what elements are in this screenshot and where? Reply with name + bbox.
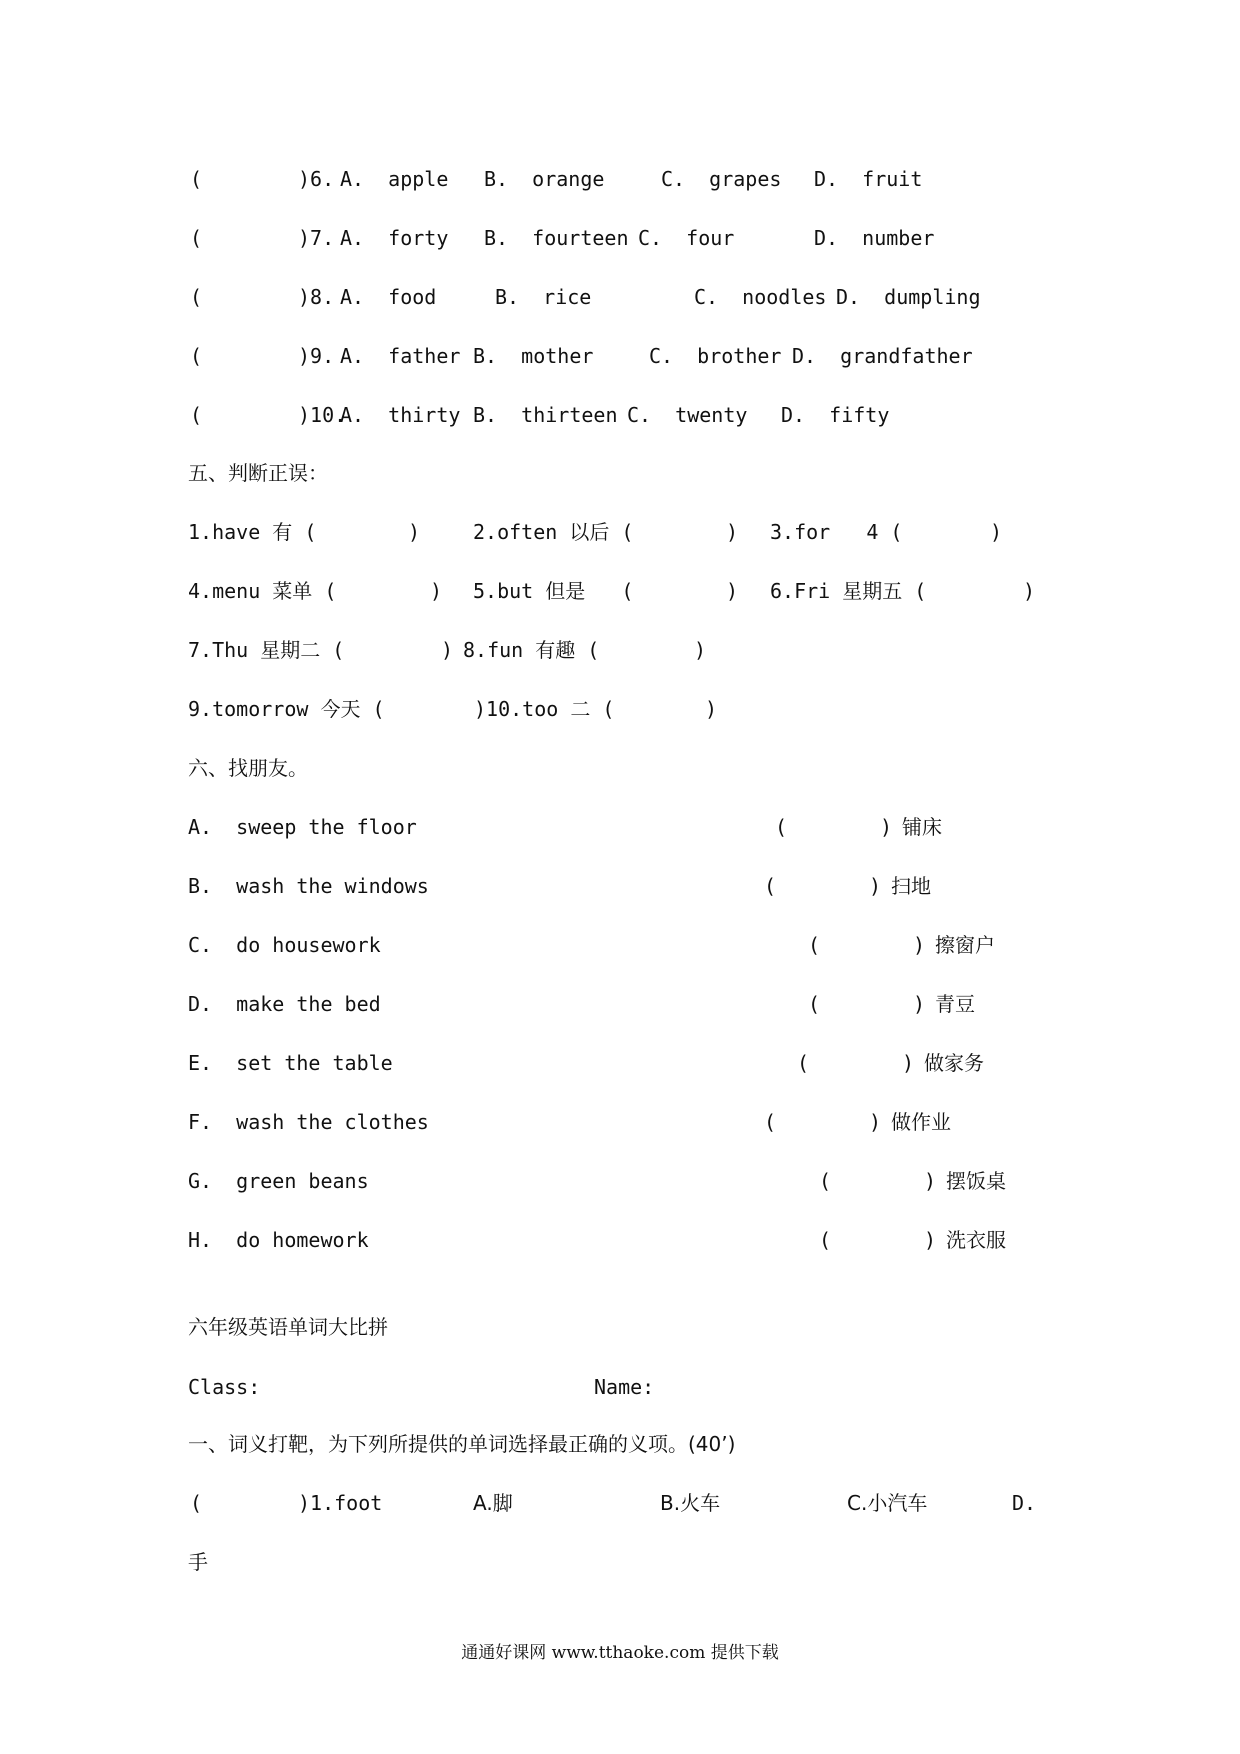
option-c: C. grapes bbox=[661, 167, 782, 191]
option-b: B.火车 bbox=[660, 1491, 721, 1515]
option-a: A. thirty bbox=[340, 403, 461, 427]
tf-close-10: ) bbox=[705, 697, 718, 721]
match-left-c: C. do housework bbox=[188, 933, 381, 957]
option-c: C.小汽车 bbox=[847, 1491, 928, 1515]
match-paren-open: ( bbox=[819, 1169, 832, 1193]
match-paren-close: ) bbox=[869, 874, 882, 898]
question-number: )9. bbox=[298, 344, 335, 368]
match-paren-open: ( bbox=[808, 933, 821, 957]
answer-paren: ( bbox=[190, 1491, 203, 1515]
match-right-5: 做家务 bbox=[924, 1051, 984, 1075]
match-left-a: A. sweep the floor bbox=[188, 815, 417, 839]
option-b: B. mother bbox=[473, 344, 594, 368]
option-a: A. food bbox=[340, 285, 437, 309]
match-right-4: 青豆 bbox=[935, 992, 975, 1016]
match-right-7: 摆饭桌 bbox=[946, 1169, 1006, 1193]
option-c: C. twenty bbox=[627, 403, 748, 427]
name-label: Name: bbox=[594, 1375, 655, 1399]
match-paren-close: ) bbox=[913, 933, 926, 957]
option-a: A. father bbox=[340, 344, 461, 368]
tf-close-7: ) bbox=[441, 638, 454, 662]
test-title: 六年级英语单词大比拼 bbox=[188, 1315, 388, 1339]
answer-paren: ( bbox=[190, 167, 203, 191]
question-number: )6. bbox=[298, 167, 335, 191]
match-paren-close: ) bbox=[880, 815, 893, 839]
section-heading: 五、判断正误： bbox=[188, 461, 328, 485]
section-heading: 六、找朋友。 bbox=[188, 756, 308, 780]
match-right-3: 擦窗户 bbox=[935, 933, 995, 957]
tf-close-1: ) bbox=[408, 520, 421, 544]
option-c: C. noodles bbox=[694, 285, 827, 309]
tf-close-8: ) bbox=[694, 638, 707, 662]
match-right-1: 铺床 bbox=[902, 815, 942, 839]
answer-paren: ( bbox=[190, 403, 203, 427]
tf-close-4: ) bbox=[430, 579, 443, 603]
match-paren-close: ) bbox=[902, 1051, 915, 1075]
match-right-2: 扫地 bbox=[891, 874, 931, 898]
match-left-e: E. set the table bbox=[188, 1051, 393, 1075]
class-label: Class: bbox=[188, 1375, 261, 1399]
question-word: )1.foot bbox=[298, 1491, 383, 1515]
tf-item-10: )10.too 二 ( bbox=[474, 697, 615, 721]
match-left-g: G. green beans bbox=[188, 1169, 369, 1193]
option-c: C. four bbox=[638, 226, 735, 250]
tf-item-8: 8.fun 有趣 ( bbox=[463, 638, 600, 662]
option-d: D. number bbox=[814, 226, 935, 250]
tf-item-6: 6.Fri 星期五 ( bbox=[770, 579, 927, 603]
match-left-d: D. make the bed bbox=[188, 992, 381, 1016]
match-right-6: 做作业 bbox=[891, 1110, 951, 1134]
answer-paren: ( bbox=[190, 226, 203, 250]
option-a: A.脚 bbox=[473, 1491, 513, 1515]
tf-item-2: 2.often 以后 ( bbox=[473, 520, 634, 544]
match-right-8: 洗衣服 bbox=[946, 1228, 1006, 1252]
match-paren-open: ( bbox=[764, 874, 777, 898]
tf-item-3: 3.for 4 ( bbox=[770, 520, 903, 544]
tf-item-1: 1.have 有 ( bbox=[188, 520, 317, 544]
option-a: A. apple bbox=[340, 167, 449, 191]
match-paren-close: ) bbox=[924, 1228, 937, 1252]
option-d: D. fifty bbox=[781, 403, 890, 427]
answer-paren: ( bbox=[190, 344, 203, 368]
option-b: B. fourteen bbox=[484, 226, 629, 250]
match-paren-close: ) bbox=[924, 1169, 937, 1193]
match-paren-close: ) bbox=[913, 992, 926, 1016]
tf-item-4: 4.menu 菜单 ( bbox=[188, 579, 337, 603]
option-d: D. bbox=[1012, 1491, 1037, 1515]
answer-paren: ( bbox=[190, 285, 203, 309]
match-paren-open: ( bbox=[775, 815, 788, 839]
section-heading: 一、词义打靶，为下列所提供的单词选择最正确的义项。(40’) bbox=[188, 1432, 736, 1456]
question-number: )7. bbox=[298, 226, 335, 250]
tf-close-6: ) bbox=[1023, 579, 1036, 603]
tf-close-3: ) bbox=[990, 520, 1003, 544]
tf-item-5: 5.but 但是 ( bbox=[473, 579, 634, 603]
match-paren-open: ( bbox=[819, 1228, 832, 1252]
match-paren-close: ) bbox=[869, 1110, 882, 1134]
option-d: D. fruit bbox=[814, 167, 923, 191]
option-b: B. orange bbox=[484, 167, 605, 191]
match-paren-open: ( bbox=[808, 992, 821, 1016]
tf-close-5: ) bbox=[726, 579, 739, 603]
match-left-h: H. do homework bbox=[188, 1228, 369, 1252]
tf-item-7: 7.Thu 星期二 ( bbox=[188, 638, 345, 662]
match-left-f: F. wash the clothes bbox=[188, 1110, 429, 1134]
option-d: D. dumpling bbox=[836, 285, 981, 309]
match-paren-open: ( bbox=[764, 1110, 777, 1134]
tf-close-2: ) bbox=[726, 520, 739, 544]
question-number: )8. bbox=[298, 285, 335, 309]
option-d: D. grandfather bbox=[792, 344, 973, 368]
question-number: )10. bbox=[298, 403, 347, 427]
option-b: B. rice bbox=[495, 285, 592, 309]
tf-item-9: 9.tomorrow 今天 ( bbox=[188, 697, 385, 721]
option-a: A. forty bbox=[340, 226, 449, 250]
match-paren-open: ( bbox=[797, 1051, 810, 1075]
match-left-b: B. wash the windows bbox=[188, 874, 429, 898]
option-d-text: 手 bbox=[188, 1550, 208, 1574]
page-footer: 通通好课网 www.tthaoke.com 提供下载 bbox=[461, 1643, 779, 1663]
option-c: C. brother bbox=[649, 344, 782, 368]
option-b: B. thirteen bbox=[473, 403, 618, 427]
